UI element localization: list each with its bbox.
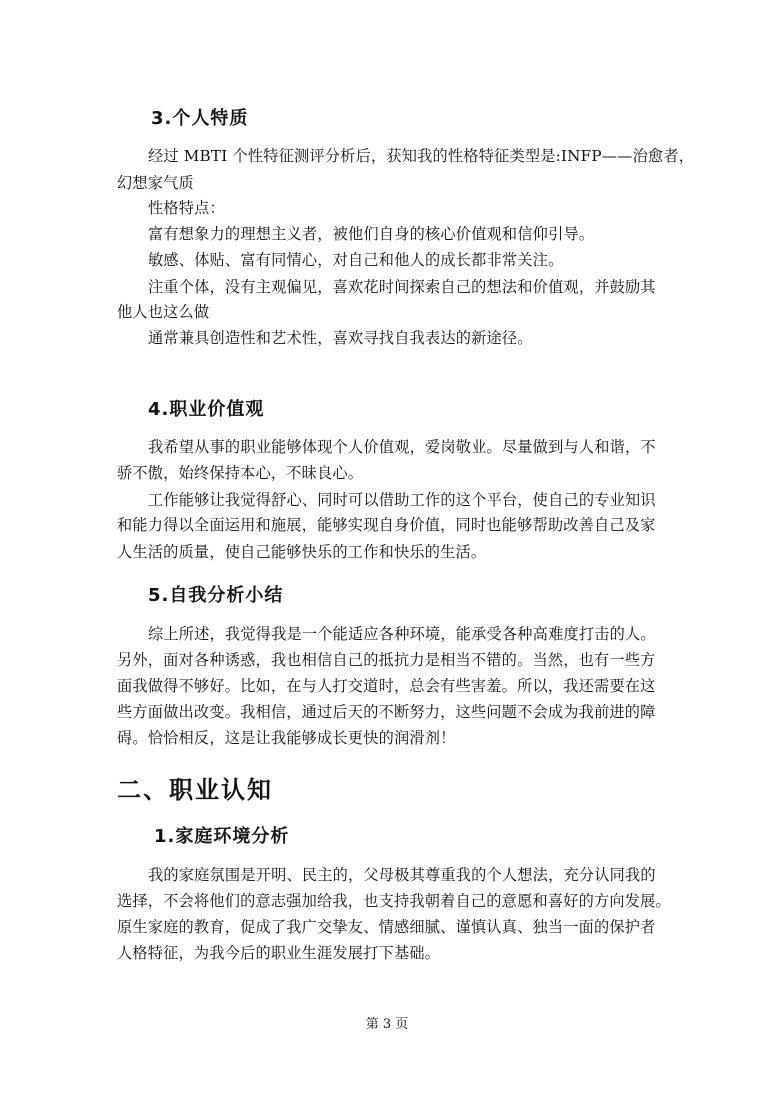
paragraph-line: 原生家庭的教育，促成了我广交挚友、情感细腻、谨慎认真、独当一面的保护者: [117, 918, 656, 936]
paragraph-line: 骄不傲，始终保持本心，不昧良心。: [117, 464, 364, 482]
paragraph-line: 经过 MBTI 个性特征测评分析后，获知我的性格特征类型是:INFP——治愈者，: [148, 147, 695, 165]
section-heading-career-values: 4.职业价值观: [148, 399, 265, 420]
paragraph-line: 和能力得以全面运用和施展，能够实现自身价值，同时也能够帮助改善自己及家: [117, 516, 656, 534]
paragraph-line: 人生活的质量，使自己能够快乐的工作和快乐的生活。: [117, 543, 487, 561]
paragraph-line: 碍。恰恰相反，这是让我能够成长更快的润滑剂！: [117, 729, 456, 747]
paragraph-line: 工作能够让我觉得舒心、同时可以借助工作的这个平台，使自己的专业知识: [148, 491, 656, 509]
paragraph-line: 综上所述，我觉得我是一个能适应各种环境，能承受各种高难度打击的人。: [148, 625, 656, 643]
paragraph-line: 通常兼具创造性和艺术性，喜欢寻找自我表达的新途径。: [148, 329, 533, 347]
paragraph-line: 我的家庭氛围是开明、民主的，父母极其尊重我的个人想法，充分认同我的: [148, 866, 656, 884]
section-heading-self-analysis-summary: 5.自我分析小结: [148, 585, 284, 606]
paragraph-line: 我希望从事的职业能够体现个人价值观，爱岗敬业。尽量做到与人和谐，不: [148, 438, 656, 456]
paragraph-line: 另外，面对各种诱惑，我也相信自己的抵抗力是相当不错的。当然，也有一些方: [117, 651, 656, 669]
paragraph-line: 面我做得不够好。比如，在与人打交道时，总会有些害羞。所以，我还需要在这: [117, 677, 656, 695]
paragraph-line: 选择，不会将他们的意志强加给我，也支持我朝着自己的意愿和喜好的方向发展。: [117, 892, 671, 910]
section-heading-personal-traits: 3.个人特质: [151, 108, 249, 129]
paragraph-line: 些方面做出改变。我相信，通过后天的不断努力，这些问题不会成为我前进的障: [117, 703, 656, 721]
paragraph-line: 敏感、体贴、富有同情心，对自己和他人的成长都非常关注。: [148, 251, 564, 269]
section-heading-family-environment: 1.家庭环境分析: [154, 826, 290, 847]
paragraph-line: 他人也这么做: [117, 303, 210, 321]
paragraph-line: 幻想家气质: [117, 174, 194, 192]
paragraph-line: 富有想象力的理想主义者，被他们自身的核心价值观和信仰引导。: [148, 225, 595, 243]
paragraph-line: 性格特点：: [148, 199, 225, 217]
paragraph-line: 人格特征，为我今后的职业生涯发展打下基础。: [117, 944, 441, 962]
chapter-heading-career-cognition: 二、职业认知: [117, 776, 273, 804]
paragraph-line: 注重个体，没有主观偏见，喜欢花时间探索自己的想法和价值观，并鼓励其: [148, 278, 656, 296]
page-number: 第 3 页: [365, 1017, 409, 1032]
